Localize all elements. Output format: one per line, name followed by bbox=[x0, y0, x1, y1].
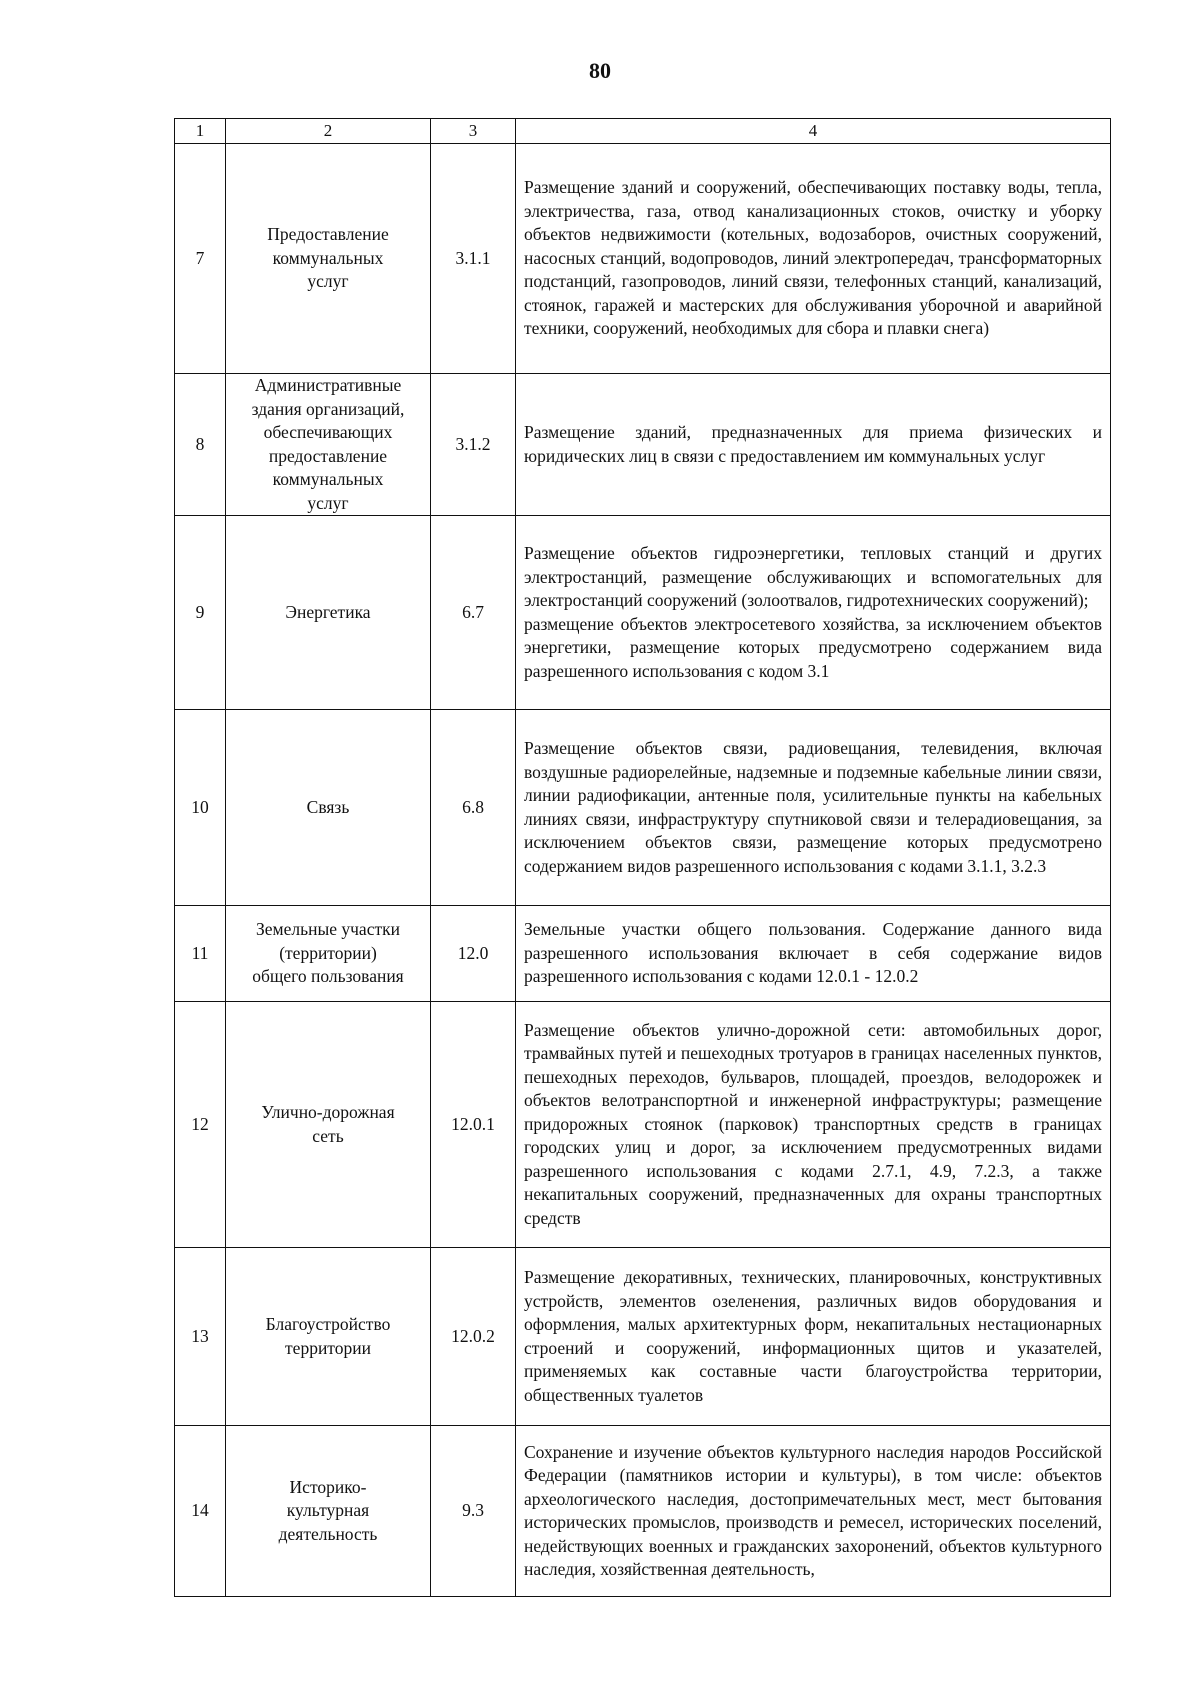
use-type-description: Размещение зданий и сооружений, обеспечивающих поставку воды, тепла, электричества, газа, отвод канализационных стоков, очистку и уборку объектов недвижимости (котельных, водозаборов, очистных сооружений, насосных станций, водопроводов, линий электропередач, трансформаторных подстанций, газопроводов, линий связи, телефонных станций, канализаций, стоянок, гаражей и мастерских для обслуживания уборочной и аварийной техники, сооружений, необходимых для сбора и плавки снега) bbox=[516, 144, 1111, 374]
row-number: 14 bbox=[175, 1426, 226, 1597]
table-row bbox=[175, 516, 1111, 710]
use-type-name: Благоустройство территории bbox=[226, 1248, 431, 1426]
use-type-code: 12.0.1 bbox=[431, 1002, 516, 1248]
use-type-name: Предоставление коммунальных услуг bbox=[226, 144, 431, 374]
header-cell-1: 1 bbox=[175, 119, 226, 144]
table-row bbox=[175, 144, 1111, 374]
use-type-description: Размещение зданий, предназначенных для приема физических и юридических лиц в связи с предоставлением им коммунальных услуг bbox=[516, 374, 1111, 516]
row-number: 13 bbox=[175, 1248, 226, 1426]
use-type-description: Сохранение и изучение объектов культурного наследия народов Российской Федерации (памятников истории и культуры), в том числе: объектов археологического наследия, достопримечательных мест, мест бытования исторических промыслов, производств и ремесел, исторических поселений, недействующих военных и гражданских захоронений, объектов культурного наследия, хозяйственная деятельность, bbox=[516, 1426, 1111, 1597]
use-type-name: Связь bbox=[226, 710, 431, 906]
table-header-row bbox=[175, 119, 1111, 144]
row-number: 12 bbox=[175, 1002, 226, 1248]
use-type-code: 3.1.2 bbox=[431, 374, 516, 516]
use-type-code: 9.3 bbox=[431, 1426, 516, 1597]
row-number: 7 bbox=[175, 144, 226, 374]
row-number: 8 bbox=[175, 374, 226, 516]
header-cell-4: 4 bbox=[516, 119, 1111, 144]
use-type-code: 3.1.1 bbox=[431, 144, 516, 374]
row-number: 11 bbox=[175, 906, 226, 1002]
use-type-description: Размещение декоративных, технических, планировочных, конструктивных устройств, элементов озеленения, различных видов оборудования и оформления, малых архитектурных форм, некапитальных нестационарных строений и сооружений, информационных щитов и указателей, применяемых как составные части благоустройства территории, общественных туалетов bbox=[516, 1248, 1111, 1426]
use-type-name: Земельные участки (территории) общего пользования bbox=[226, 906, 431, 1002]
page-number: 80 bbox=[589, 58, 611, 83]
use-type-name: Улично-дорожная сеть bbox=[226, 1002, 431, 1248]
table-row bbox=[175, 374, 1111, 516]
use-type-code: 6.8 bbox=[431, 710, 516, 906]
use-type-code: 6.7 bbox=[431, 516, 516, 710]
row-number: 9 bbox=[175, 516, 226, 710]
use-type-description: Земельные участки общего пользования. Содержание данного вида разрешенного использования включает в себя содержание видов разрешенного использования с кодами 12.0.1 - 12.0.2 bbox=[516, 906, 1111, 1002]
use-type-code: 12.0 bbox=[431, 906, 516, 1002]
land-use-table bbox=[174, 118, 1111, 1597]
table-row bbox=[175, 1002, 1111, 1248]
table-row bbox=[175, 906, 1111, 1002]
table-row bbox=[175, 710, 1111, 906]
header-cell-3: 3 bbox=[431, 119, 516, 144]
header-cell-2: 2 bbox=[226, 119, 431, 144]
use-type-description: Размещение объектов гидроэнергетики, тепловых станций и других электростанций, размещение обслуживающих и вспомогательных для электростанций сооружений (золоотвалов, гидротехнических сооружений); размещение объектов электросетевого хозяйства, за исключением объектов энергетики, размещение которых предусмотрено содержанием вида разрешенного использования с кодом 3.1 bbox=[516, 516, 1111, 710]
use-type-name: Административные здания организаций, обеспечивающих предоставление коммунальных услуг bbox=[226, 374, 431, 516]
use-type-description: Размещение объектов связи, радиовещания, телевидения, включая воздушные радиорелейные, надземные и подземные кабельные линии связи, линии радиофикации, антенные поля, усилительные пункты на кабельных линиях связи, инфраструктуру спутниковой связи и телерадиовещания, за исключением объектов связи, размещение которых предусмотрено содержанием видов разрешенного использования с кодами 3.1.1, 3.2.3 bbox=[516, 710, 1111, 906]
use-type-name: Историко- культурная деятельность bbox=[226, 1426, 431, 1597]
use-type-name: Энергетика bbox=[226, 516, 431, 710]
use-type-description: Размещение объектов улично-дорожной сети: автомобильных дорог, трамвайных путей и пешеходных тротуаров в границах населенных пунктов, пешеходных переходов, бульваров, площадей, проездов, велодорожек и объектов велотранспортной и инженерной инфраструктуры; размещение придорожных стоянок (парковок) транспортных средств в границах городских улиц и дорог, за исключением предусмотренных видами разрешенного использования с кодами 2.7.1, 4.9, 7.2.3, а также некапитальных сооружений, предназначенных для охраны транспортных средств bbox=[516, 1002, 1111, 1248]
use-type-code: 12.0.2 bbox=[431, 1248, 516, 1426]
table-row bbox=[175, 1248, 1111, 1426]
row-number: 10 bbox=[175, 710, 226, 906]
table-row bbox=[175, 1426, 1111, 1597]
